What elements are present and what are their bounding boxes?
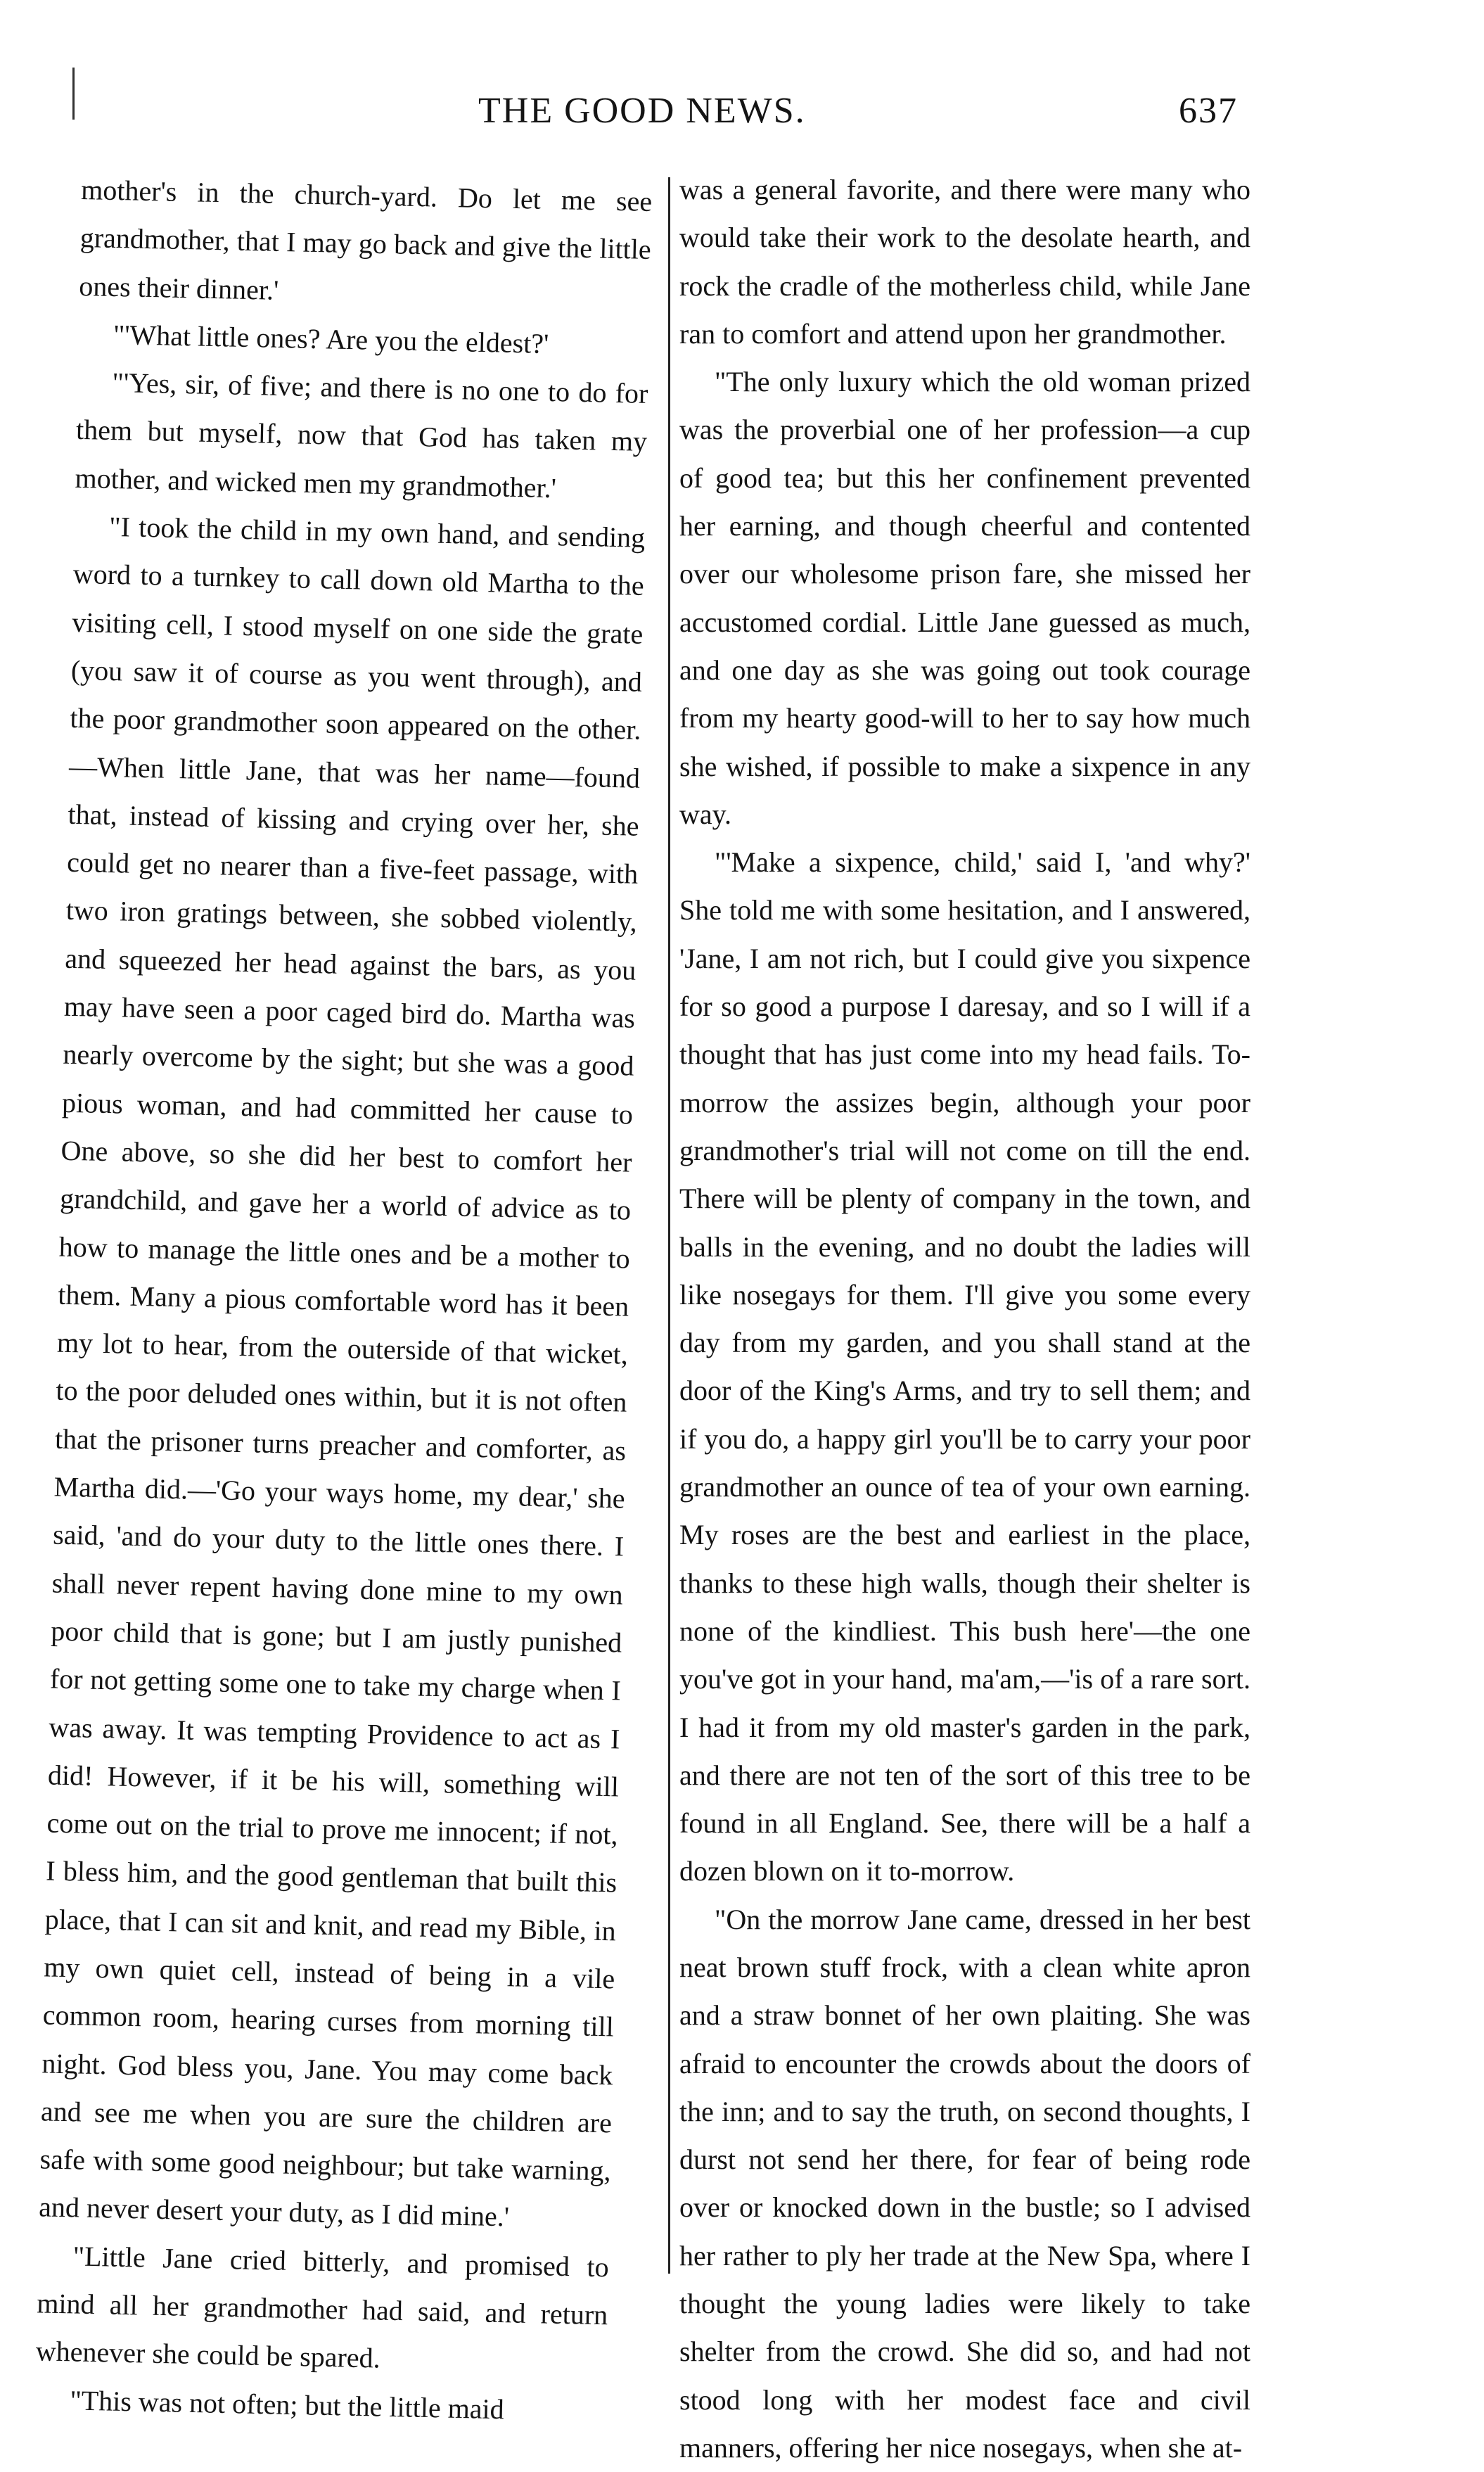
paragraph: mother's in the church-yard. Do let me see grandmother, that I may go back and give the little ones their dinner.' <box>78 173 653 306</box>
running-header <box>84 90 1238 153</box>
margin-mark <box>72 68 75 120</box>
paragraph: "'Make a sixpence, child,' said I, 'and why?' She told me with some hesitation, and I answered, 'Jane, I am not rich, but I could give you sixpence for so good a purpose I daresay, and so I will if a thought that has just come into my head fails. To-morrow the assizes begin, although your poor grandmother's trial will not come on till the end. There will be plenty of company in the town, and balls in the evening, and no doubt the ladies will like nosegays for them. I'll give you some every day from my garden, and you shall stand at the door of the King's Arms, and try to sell them; and if you do, a happy girl you'll be to carry your poor grandmother an ounce of tea of your own earning. My roses are the best and earliest in the place, thanks to these high walls, though their shelter is none of the kindliest. This bush here'—the one you've got in your hand, ma'am,—'is of a rare sort. I had it from my old master's garden in the park, and there are not ten of the sort of this tree to be found in all England. See, there will be a half a dozen blown on it to-morrow. <box>679 846 1250 1887</box>
left-column <box>34 166 653 2435</box>
right-column <box>679 166 1250 2472</box>
paragraph: "Little Jane cried bitterly, and promised to mind all her grandmother had said, and return whenever she could be spared. <box>35 2240 610 2374</box>
paragraph: "The only luxury which the old woman prized was the proverbial one of her profession—a cup of good tea; but this her confinement prevented her earning, and though cheerful and contented over our wholesome prison fare, she missed her accustomed cordial. Little Jane guessed as much, and one day as she was going out took courage from my hearty good-will to her to say how much she wished, if possible to make a sixpence in any way. <box>679 366 1250 830</box>
paragraph: "'Yes, sir, of five; and there is no one to do for them but myself, now that God has taken my mother, and wicked men my grandmother.' <box>75 367 648 504</box>
paragraph: was a general favorite, and there were many who would take their work to the desolate hearth, and rock the cradle of the motherless child, while Jane ran to comfort and attend upon her grandmother. <box>679 174 1250 350</box>
paragraph: "I took the child in my own hand, and sending word to a turnkey to call down old Martha to the visiting cell, I stood myself on one side the grate (you saw it of course as you went through), and the poor grandmother soon appeared on the other.—When little Jane, that was her name—found that, instead of kissing and crying over her, she could get no nearer than a five-feet passage, with two iron gratings between, she sobbed violently, and squeezed her head against the bars, as you may have seen a poor caged bird do. Martha was nearly overcome by the sight; but she was a good pious woman, and had committed her cause to One above, so she did her best to comfort her grandchild, and gave her a world of advice as to how to manage the little ones and be a mother to them. Many a pious comfortable word has it been my lot to hear, from the outerside of that wicket, to the poor deluded ones within, but it is not often that the prisoner turns preacher and comforter, as Martha did.—'Go your ways home, my dear,' she said, 'and do your duty to the little ones there. I shall never repent having done mine to my own poor child that is gone; but I am justly punished for not getting some one to take my charge when I was away. It was tempting Providence to act as I did! However, if it be his will, something will come out on the trial to prove me innocent; if not, I bless him, and the good gentleman that built this place, that I can sit and knit, and read my Bible, in my own quiet cell, instead of being in a vile common room, hearing curses from morning till night. God bless you, Jane. You may come back and see me when you are sure the children are safe with some good neighbour; but take warning, and never desert your duty, as I did mine.' <box>38 511 646 2233</box>
page-number: 637 <box>1179 91 1238 131</box>
paragraph: "This was not often; but the little maid <box>70 2384 505 2425</box>
paragraph: "On the morrow Jane came, dressed in her best neat brown stuff frock, with a clean white apron and a straw bonnet of her own plaiting. She was afraid to encounter the crowds about the doors of the inn; and to say the truth, on second thoughts, I durst not send her there, for fear of being rode over or knocked down in the bustle; so I advised her rather to ply her trade at the New Spa, where I thought the young ladies were likely to take shelter from the crowd. She did so, and had not stood long with her modest face and civil manners, offering her nice nosegays, when she at- <box>679 1903 1250 2464</box>
column-divider <box>668 177 670 2274</box>
paragraph: "'What little ones? Are you the eldest?' <box>113 318 549 359</box>
publication-title: THE GOOD NEWS. <box>478 91 806 131</box>
